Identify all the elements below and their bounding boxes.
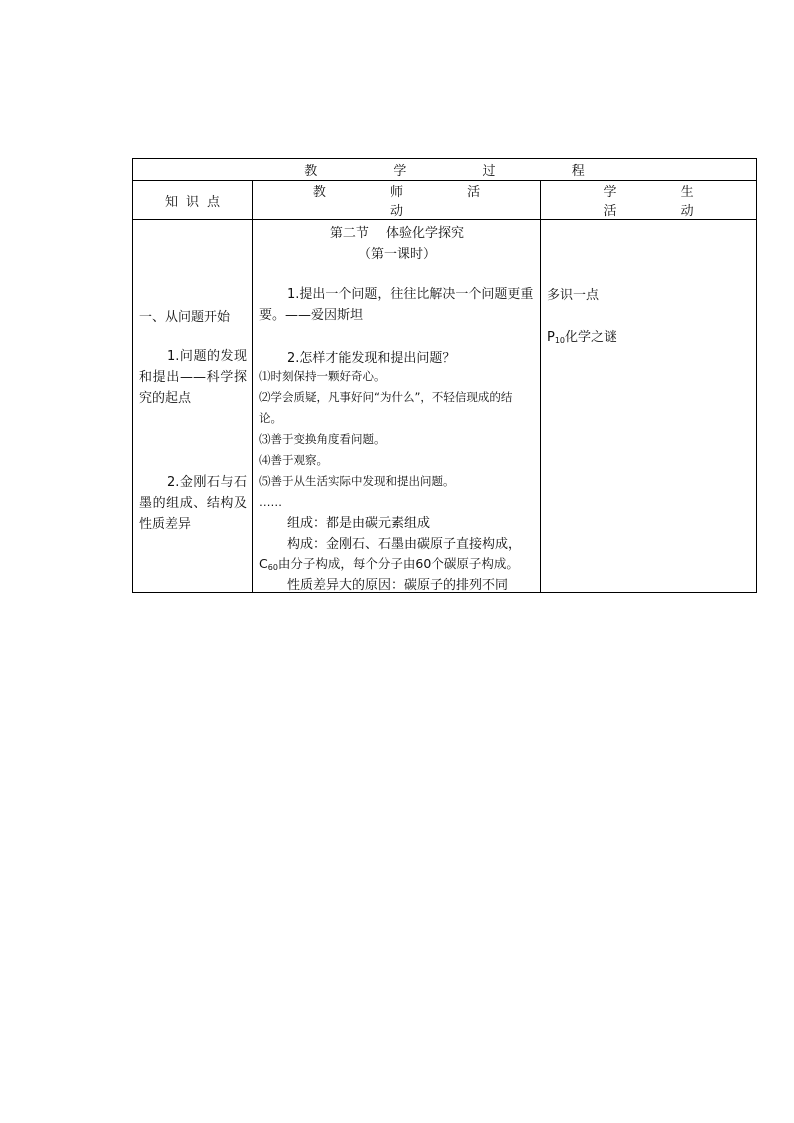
question-text: 2.怎样才能发现和提出问题？ (287, 351, 456, 366)
method-item: ⑵学会质疑，凡事好问“为什么”，不轻信现成的结论。 (259, 390, 513, 425)
student-cell (541, 220, 757, 593)
method-item: ⑷善于观察。 (259, 453, 328, 467)
header-student: 学 生 活 动 (541, 181, 757, 220)
structure-text-a: 构成：金刚石、石墨由碳原子直接构成， (287, 537, 522, 552)
structure-text-b: 由分子构成，每个分子由60个碳原子构成。 (277, 556, 519, 571)
structure-formula-c: C (259, 556, 268, 571)
structure-line-2 (259, 554, 519, 572)
reason-text: 性质差异大的原因：碳原子的排列不同 (287, 578, 509, 593)
knowledge-point-2: 2.金刚石与石墨的组成、结构及性质差异 (139, 475, 247, 532)
lesson-subheading: （第一课时） (357, 247, 436, 262)
ref-text: 化学之谜 (565, 330, 618, 345)
body-row (133, 220, 757, 593)
method-item: ⑴时刻保持一颗好奇心。 (259, 369, 386, 383)
ref-page-p: P (547, 330, 555, 345)
method-item: ⑶善于变换角度看问题。 (259, 432, 386, 446)
lesson-plan-table-wrapper (132, 158, 756, 593)
title-row (133, 159, 757, 181)
student-note: 多识一点 (547, 288, 600, 303)
table-title: 教 学 过 程 (133, 159, 757, 181)
knowledge-cell (133, 220, 253, 593)
lesson-plan-table (132, 158, 757, 593)
knowledge-point-1: 1.问题的发现和提出——科学探究的起点 (139, 349, 247, 406)
ellipsis: …… (259, 495, 282, 509)
ref-page-sub: 10 (554, 336, 566, 345)
section-heading: 一、从问题开始 (139, 310, 231, 325)
quote-text: 1.提出一个问题，往往比解决一个问题更重要。——爱因斯坦 (259, 287, 534, 323)
header-row (133, 181, 757, 220)
method-list (259, 366, 535, 513)
method-item: ⑸善于从生活实际中发现和提出问题。 (259, 474, 455, 488)
teacher-cell (253, 220, 541, 593)
student-reference (547, 326, 617, 345)
header-knowledge: 知识点 (133, 181, 253, 220)
structure-formula-sub: 60 (267, 563, 278, 572)
header-teacher: 教 师 活 动 (253, 181, 541, 220)
lesson-heading: 第二节 体验化学探究 (329, 226, 465, 241)
composition-text: 组成：都是由碳元素组成 (287, 516, 431, 531)
